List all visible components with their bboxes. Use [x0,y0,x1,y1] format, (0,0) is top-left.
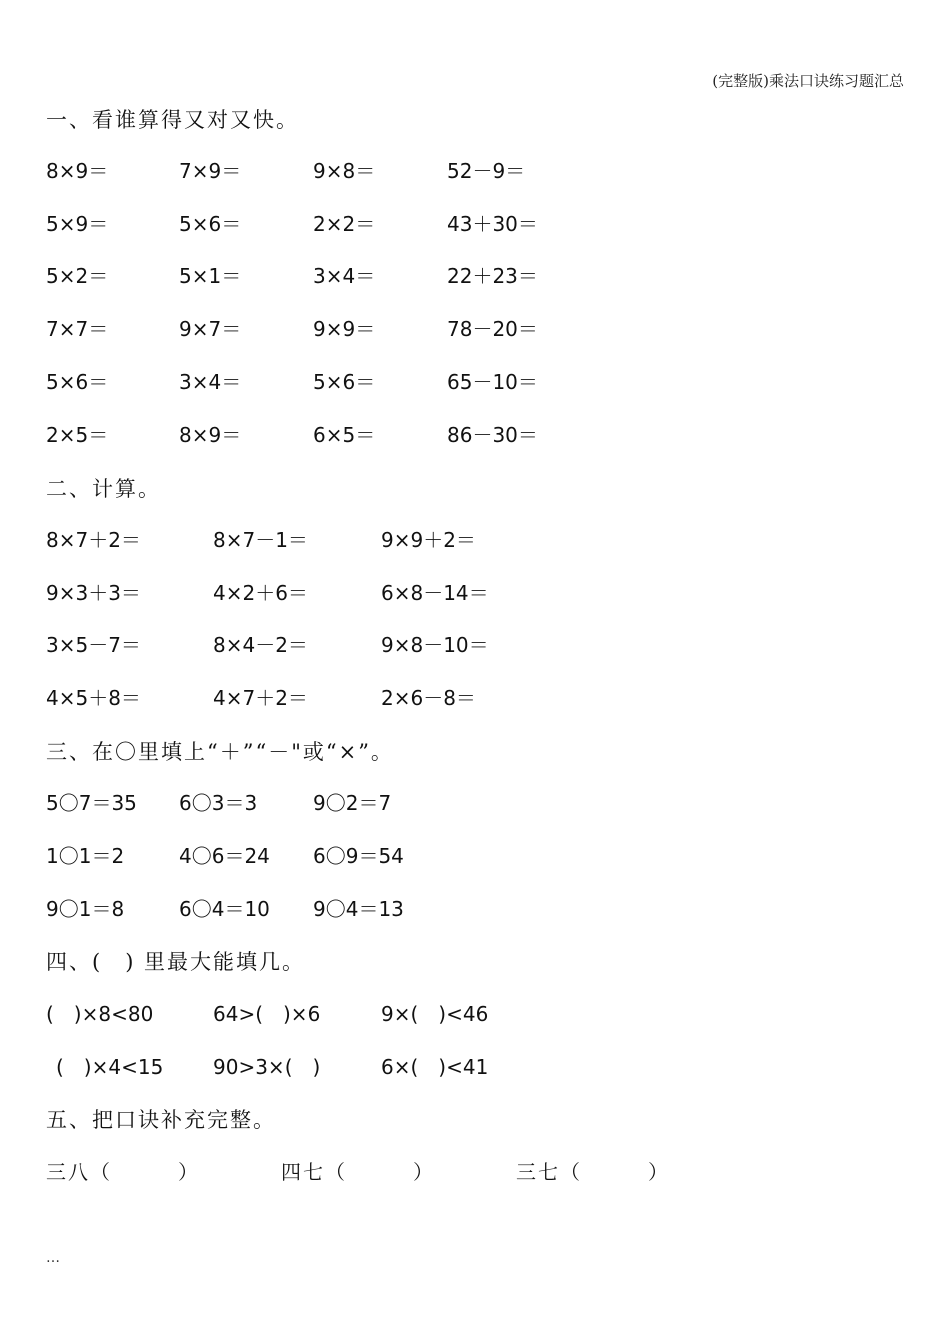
problem: 43＋30＝ [447,212,538,236]
section-1-title: 一、看谁算得又对又快。 [46,108,299,132]
problem: 64>( )×6 [213,1002,321,1026]
problem: 6〇9＝54 [313,844,404,868]
problem: 9×8＝ [313,159,376,183]
problem: 8×9＝ [46,159,109,183]
problem: 8×7＋2＝ [46,528,141,552]
section-2-row [0,682,950,716]
problem: 5×1＝ [179,264,242,288]
problem: 4×5＋8＝ [46,686,141,710]
section-3-title: 三、在〇里填上“＋”“－"或“×”。 [46,740,394,764]
problem: 65－10＝ [447,370,538,394]
section-1-row [0,260,950,294]
problem: 3×4＝ [313,264,376,288]
problem: ( )×8<80 [46,1002,154,1026]
problem: 7×9＝ [179,159,242,183]
section-1-row [0,313,950,347]
problem: 3×5－7＝ [46,633,141,657]
problem: 9×9＋2＝ [381,528,476,552]
problem: 9×7＝ [179,317,242,341]
section-3-row [0,893,950,927]
problem: ( )×4<15 [56,1055,164,1079]
section-4-title: 四、( ) 里最大能填几。 [46,950,306,974]
section-4-row [0,998,950,1032]
section-2-row [0,629,950,663]
problem: 52－9＝ [447,159,526,183]
section-1-row [0,366,950,400]
section-1-row [0,419,950,453]
problem: 8×4－2＝ [213,633,308,657]
problem: 6〇4＝10 [179,897,270,921]
problem: 6〇3＝3 [179,791,258,815]
problem: 9×9＝ [313,317,376,341]
problem: 8×9＝ [179,423,242,447]
problem: 6×8－14＝ [381,581,489,605]
problem: 4〇6＝24 [179,844,270,868]
problem: 5〇7＝35 [46,791,137,815]
problem: 3×4＝ [179,370,242,394]
rhyme-blank: 三七（ ） [516,1160,670,1184]
problem: 5×6＝ [46,370,109,394]
problem: 2×6－8＝ [381,686,476,710]
rhyme-blank: 三八（ ） [46,1160,200,1184]
section-2-row [0,577,950,611]
problem: 9〇4＝13 [313,897,404,921]
problem: 9〇1＝8 [46,897,125,921]
problem: 9×3＋3＝ [46,581,141,605]
problem: 5×2＝ [46,264,109,288]
problem: 4×2＋6＝ [213,581,308,605]
section-3-row [0,787,950,821]
section-1-row [0,208,950,242]
section-2-title: 二、计算。 [46,477,161,501]
problem: 2×2＝ [313,212,376,236]
problem: 1〇1＝2 [46,844,125,868]
problem: 90>3×( ) [213,1055,321,1079]
problem: 22＋23＝ [447,264,538,288]
rhyme-blank: 四七（ ） [281,1160,435,1184]
section-1-row [0,155,950,189]
problem: 9×( )<46 [381,1002,489,1026]
problem: 9×8－10＝ [381,633,489,657]
problem: 86－30＝ [447,423,538,447]
problem: 78－20＝ [447,317,538,341]
problem: 2×5＝ [46,423,109,447]
problem: 5×9＝ [46,212,109,236]
problem: 8×7－1＝ [213,528,308,552]
problem: 5×6＝ [179,212,242,236]
problem: 7×7＝ [46,317,109,341]
document-header: (完整版)乘法口诀练习题汇总 [712,72,904,90]
problem: 5×6＝ [313,370,376,394]
section-3-row [0,840,950,874]
section-5-title: 五、把口诀补充完整。 [46,1108,276,1132]
section-5-row [0,1156,950,1190]
problem: 6×5＝ [313,423,376,447]
section-2-row [0,524,950,558]
section-4-row [0,1051,950,1085]
problem: 4×7＋2＝ [213,686,308,710]
problem: 9〇2＝7 [313,791,392,815]
problem: 6×( )<41 [381,1055,489,1079]
continuation-ellipsis: … [46,1250,60,1266]
